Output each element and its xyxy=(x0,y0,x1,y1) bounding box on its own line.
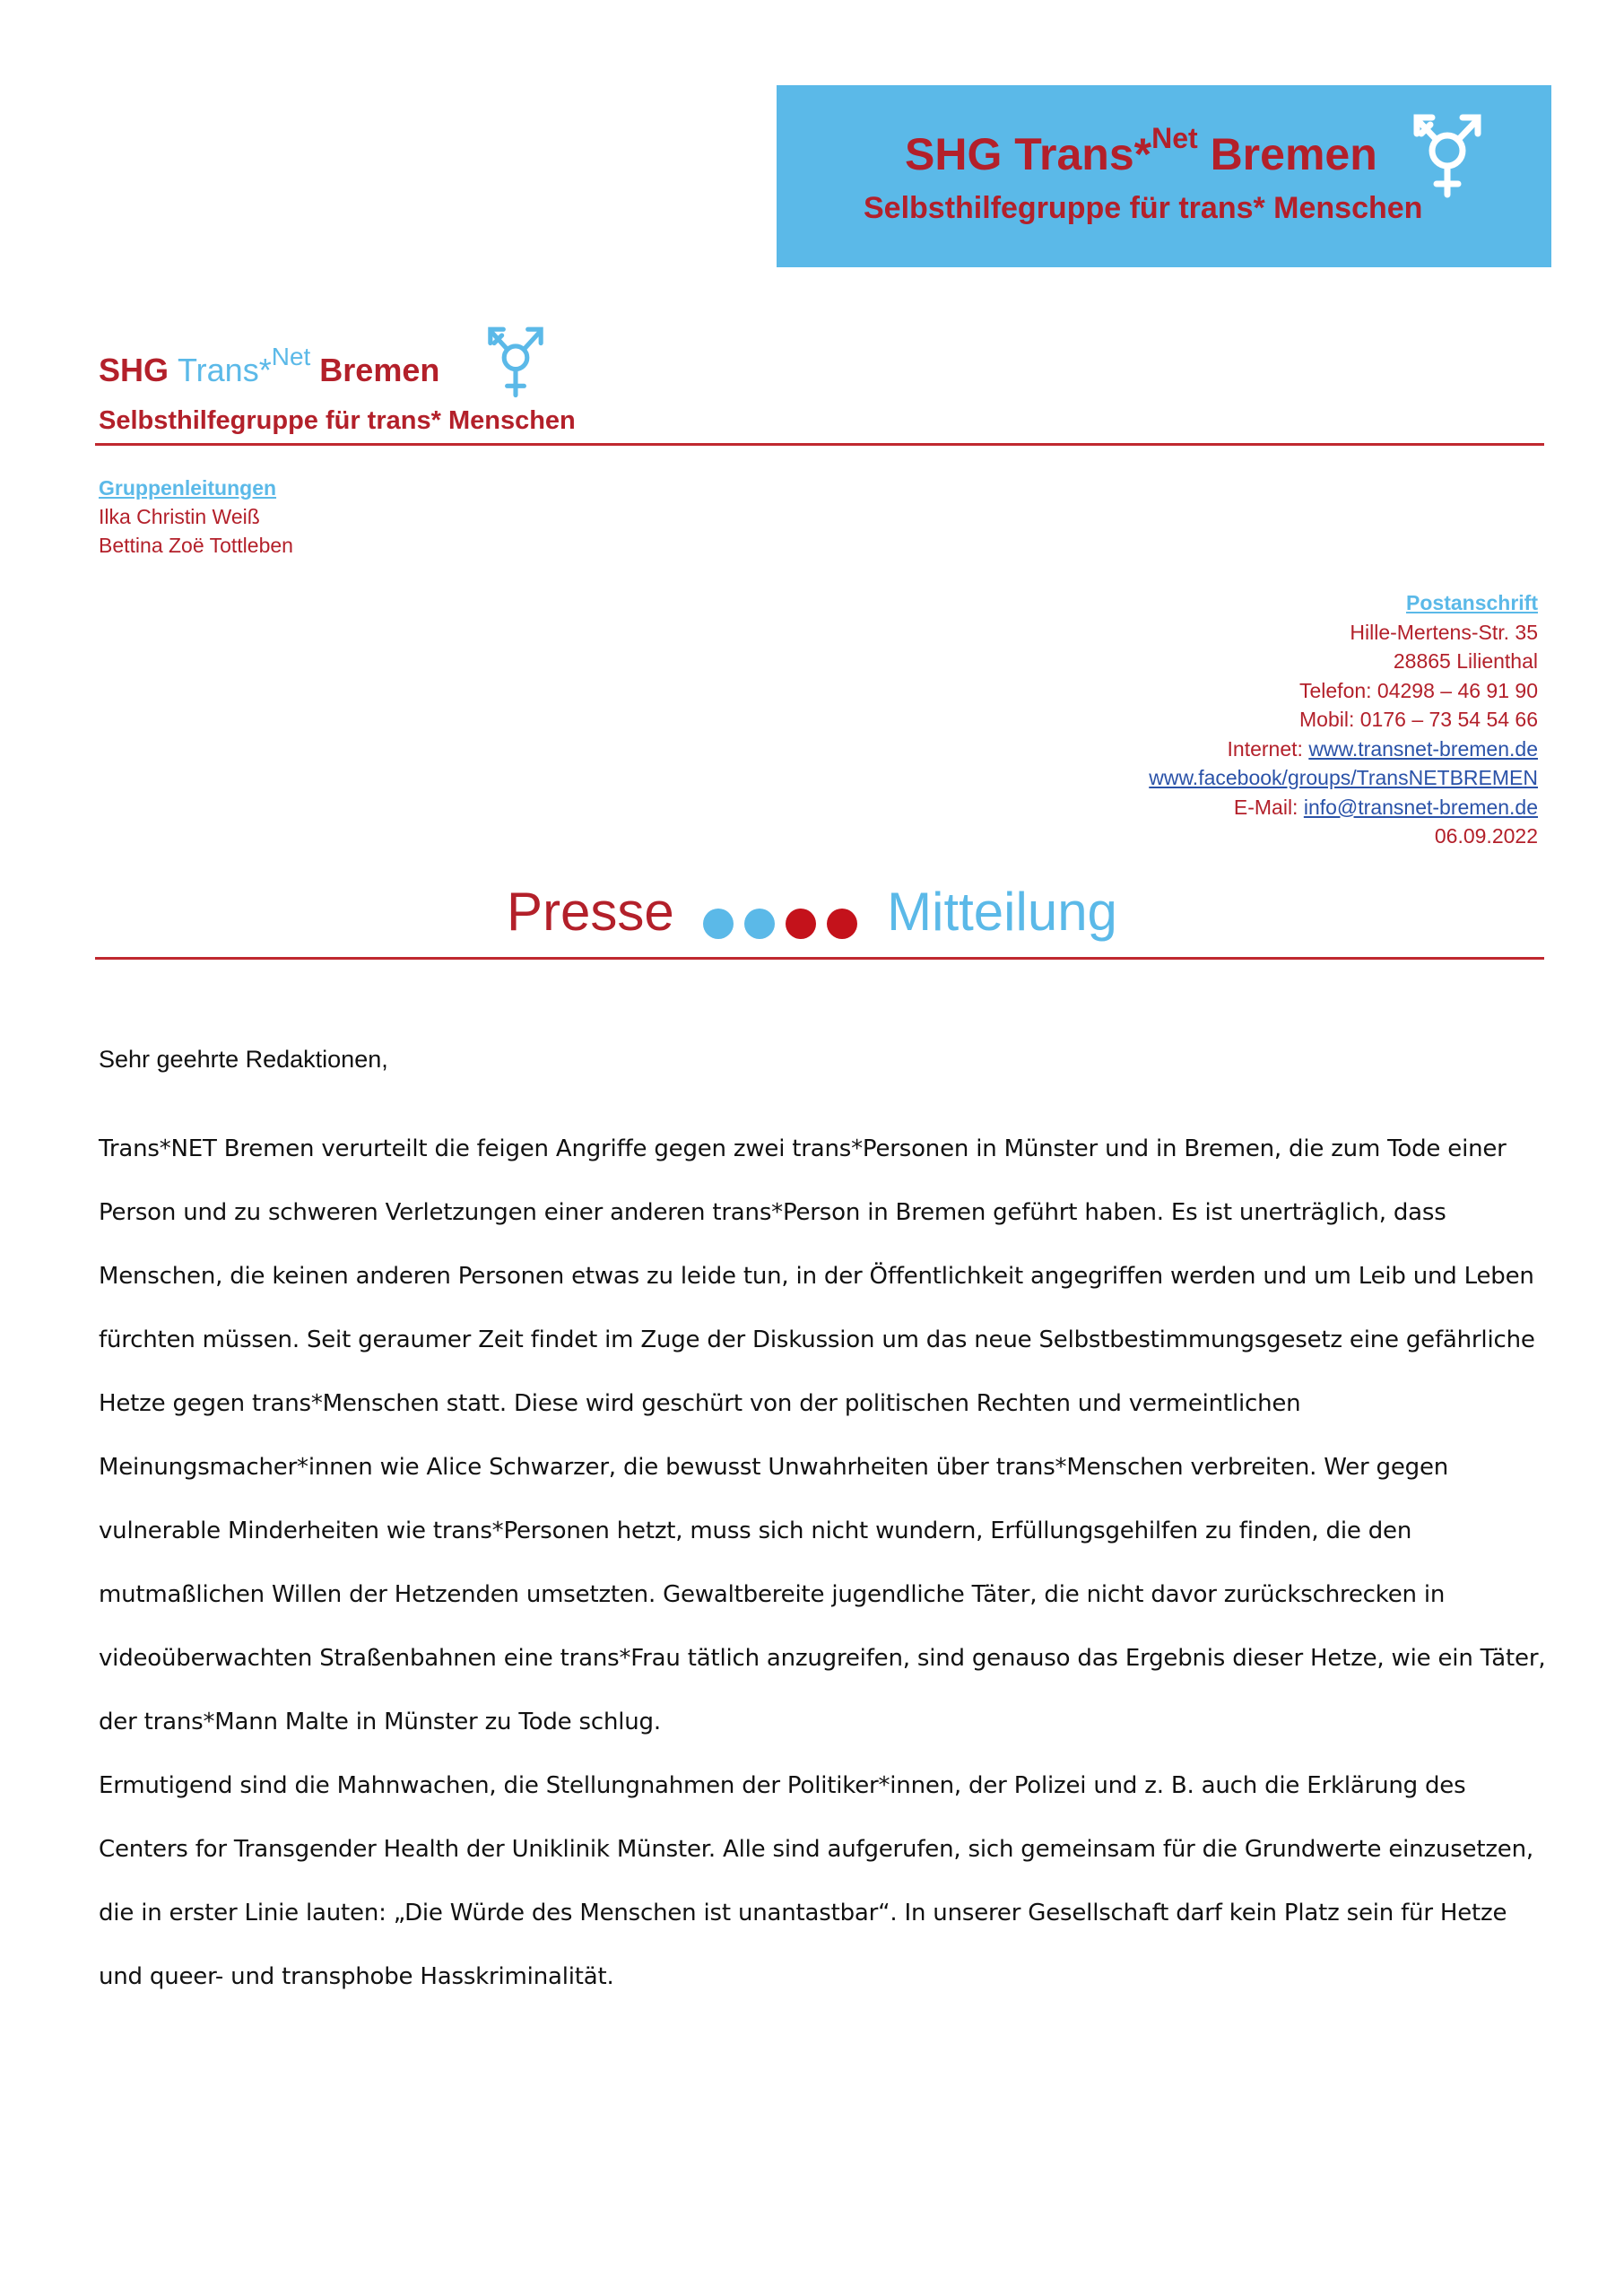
postal-phone: Telefon: 04298 – 46 91 90 xyxy=(1298,678,1538,702)
group-leaders xyxy=(99,474,293,560)
postal-heading: Postanschrift xyxy=(1406,591,1538,614)
transgender-symbol-icon xyxy=(484,321,547,402)
banner-title-sup: Net xyxy=(1151,122,1198,154)
letterhead-bremen: Bremen xyxy=(310,352,440,388)
dot-icon xyxy=(703,909,734,939)
email-link[interactable]: info@transnet-bremen.de xyxy=(1303,795,1538,819)
leader-name: Ilka Christin Weiß xyxy=(99,505,260,528)
salutation: Sehr geehrte Redaktionen, xyxy=(99,1046,388,1073)
letterhead-sup: Net xyxy=(271,343,311,370)
banner-title-city: Bremen xyxy=(1197,129,1377,179)
header-banner xyxy=(777,85,1551,267)
paragraph: Ermutigend sind die Mahnwachen, die Stellungnahmen der Politiker*innen, der Polizei und z. B. auch die Erklärung des Centers for Transgender Health der Uniklinik Münster. Alle sind aufgerufen, sich gemeinsam für die Grundwerte einzusetzen, die in erster Linie lauten: „Die Würde des Menschen ist unantastbar“. In unserer Gesellschaft darf kein Platz sein für Hetze und queer- und transphobe Hasskriminalität. xyxy=(99,1772,1533,1990)
banner-title-star: * xyxy=(1133,129,1152,179)
press-heading-left: Presse xyxy=(507,882,674,942)
dot-icon xyxy=(827,909,857,939)
group-leaders-heading: Gruppenleitungen xyxy=(99,476,277,500)
website-link[interactable]: www.transnet-bremen.de xyxy=(1308,736,1538,761)
press-release-heading xyxy=(0,881,1624,947)
banner-title-main: SHG Trans xyxy=(905,129,1134,179)
postal-email xyxy=(910,793,1538,822)
paragraph: Trans*NET Bremen verurteilt die feigen Angriffe gegen zwei trans*Personen in Münster und in Bremen, die zum Tode einer Person und zu schweren Verletzungen einer anderen trans*Person in Bremen geführt haben. Es ist unerträglich, dass Menschen, die keinen anderen Personen etwas zu leide tun, in der Öffentlichkeit angegriffen werden und um Leib und Leben fürchten müssen. Seit geraumer Zeit findet im Zuge der Diskussion um das neue Selbstbestimmungsgesetz eine gefährliche Hetze gegen trans*Menschen statt. Diese wird geschürt von der politischen Rechten und vermeintlichen Meinungsmacher*innen wie Alice Schwarzer, die bewusst Unwahrheiten über trans*Menschen verbreiten. Wer gegen vulnerable Minderheiten wie trans*Personen hetzt, muss sich nicht wundern, Erfüllungsgehilfen zu finden, die den mutmaßlichen Willen der Hetzenden umsetzten. Gewaltbereite jugendliche Täter, die nicht davor zurückschrecken in videoüberwachten Straßenbahnen eine trans*Frau tätlich anzugreifen, sind genauso das Ergebnis dieser Hetze, wie ein Täter, der trans*Mann Malte in Münster zu Tode schlug. xyxy=(99,1135,1546,1735)
transgender-symbol-icon xyxy=(1411,110,1484,200)
facebook-link[interactable]: www.facebook/groups/TransNETBREMEN xyxy=(1149,766,1538,789)
postal-facebook xyxy=(910,763,1538,793)
postal-street: Hille-Mertens-Str. 35 xyxy=(1350,620,1538,644)
postal-city: 28865 Lilienthal xyxy=(1393,649,1538,673)
postal-address xyxy=(910,588,1538,851)
dot-icon xyxy=(744,909,775,939)
postal-internet xyxy=(910,735,1538,764)
letterhead-shg: SHG xyxy=(99,352,178,388)
letterhead-title xyxy=(99,343,440,388)
divider xyxy=(95,443,1544,446)
postal-mobile: Mobil: 0176 – 73 54 54 66 xyxy=(1299,708,1538,731)
banner-title xyxy=(905,122,1377,179)
letter-body xyxy=(99,1118,1551,2009)
dot-icon xyxy=(786,909,816,939)
press-heading-dots xyxy=(698,890,863,952)
divider xyxy=(95,957,1544,960)
letterhead-trans: Trans xyxy=(178,352,259,388)
letter-date: 06.09.2022 xyxy=(1434,824,1538,848)
banner-subtitle: Selbsthilfegruppe für trans* Menschen xyxy=(864,191,1423,225)
internet-label: Internet: xyxy=(1227,736,1309,761)
leader-name: Bettina Zoë Tottleben xyxy=(99,534,293,557)
email-label: E-Mail: xyxy=(1233,795,1304,819)
letterhead-star: * xyxy=(258,352,272,388)
press-heading-right: Mitteilung xyxy=(887,882,1117,942)
letterhead-subtitle: Selbsthilfegruppe für trans* Menschen xyxy=(99,406,576,435)
